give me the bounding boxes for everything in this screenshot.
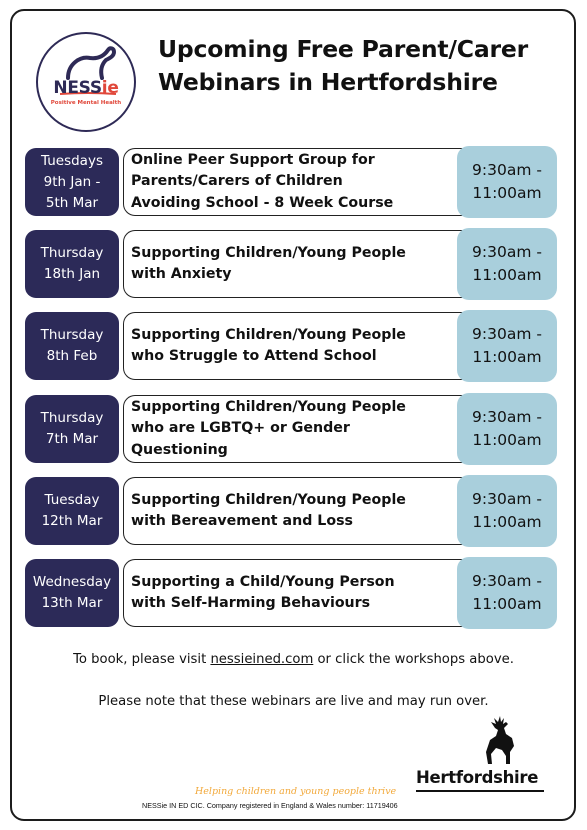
live-note: Please note that these webinars are live and may run over. [98,694,489,709]
booking-link[interactable]: nessieined.com [210,652,314,667]
date-line: 13th Mar [41,595,103,611]
webinar-link-anxiety[interactable] [123,230,473,298]
webinar-link-peer-support[interactable] [123,148,473,216]
title-line: Avoiding School - 8 Week Course [131,194,394,211]
time-line: 9:30am - [472,243,542,261]
webinar-link-lgbtq[interactable] [123,395,473,463]
date-line: 5th Mar [45,194,99,211]
hertfordshire-wordmark: Hertfordshire [416,768,539,787]
logo-subtitle: Positive Mental Health [50,100,122,106]
time-line: 11:00am [472,595,542,613]
webinar-date [25,559,119,627]
webinar-link-attend-school[interactable] [123,312,473,380]
title-line: Supporting Children/Young People [131,326,406,343]
booking-info [0,652,587,667]
date-line: Tuesdays [41,152,103,169]
date-line: Thursday [40,327,104,343]
company-registration: NESSie IN ED CIC. Company registered in England & Wales number: 11719406 [142,801,398,810]
date-line: Wednesday [32,574,112,590]
title-line: Supporting Children/Young People [131,244,406,261]
webinar-row [25,393,557,465]
title-line-2: Webinars in Hertfordshire [158,68,498,96]
time-line: 11:00am [472,266,542,284]
date-line: Thursday [40,245,104,261]
date-line: Thursday [40,410,104,426]
title-line: Online Peer Support Group for [131,151,375,168]
webinar-time [457,557,557,629]
webinar-date [25,148,119,216]
title-line: Parents/Carers of Children [131,173,343,190]
time-line: 9:30am - [472,490,542,508]
webinar-time [457,393,557,465]
date-line: 9th Jan - [43,173,101,190]
title-line: Supporting Children/Young People [131,491,406,508]
webinar-row [25,475,557,547]
date-line: 8th Feb [46,348,98,364]
date-line: 7th Mar [45,431,99,447]
webinar-row [25,146,557,218]
date-line: 12th Mar [41,513,103,529]
webinar-row [25,310,557,382]
time-line: 11:00am [472,348,542,366]
webinar-time [457,228,557,300]
booking-suffix: or click the workshops above. [313,652,514,667]
logo-wordmark: NESSie [53,78,119,98]
date-line: 18th Jan [43,266,101,282]
webinar-date [25,395,119,463]
title-line: Supporting Children/Young People [131,398,406,415]
webinar-row [25,228,557,300]
webinar-row [25,557,557,629]
page-title [158,33,558,99]
webinar-date [25,312,119,380]
time-line: 11:00am [472,513,542,531]
tagline: Helping children and young people thrive [195,786,397,797]
stag-icon [476,712,524,768]
time-line: 9:30am - [472,325,542,343]
time-line: 9:30am - [472,408,542,426]
booking-prefix: To book, please visit [73,652,211,667]
title-line: who Struggle to Attend School [131,348,377,364]
title-line: Supporting a Child/Young Person [131,573,395,590]
webinar-time [457,310,557,382]
webinar-link-bereavement[interactable] [123,477,473,545]
nessie-logo [36,32,136,132]
time-line: 11:00am [472,184,542,202]
title-line: with Self-Harming Behaviours [131,595,371,611]
date-line: Tuesday [44,492,100,508]
webinar-date [25,477,119,545]
time-line: 9:30am - [472,572,542,590]
title-line: who are LGBTQ+ or Gender [131,420,350,437]
title-line: with Anxiety [131,266,232,282]
time-line: 9:30am - [472,161,542,179]
hertfordshire-underline [416,790,544,792]
webinar-link-self-harm[interactable] [123,559,473,627]
title-line: with Bereavement and Loss [131,513,353,529]
webinar-time [457,146,557,218]
title-line-1: Upcoming Free Parent/Carer [158,35,528,63]
time-line: 11:00am [472,431,542,449]
webinar-date [25,230,119,298]
webinar-time [457,475,557,547]
title-line: Questioning [131,441,228,458]
